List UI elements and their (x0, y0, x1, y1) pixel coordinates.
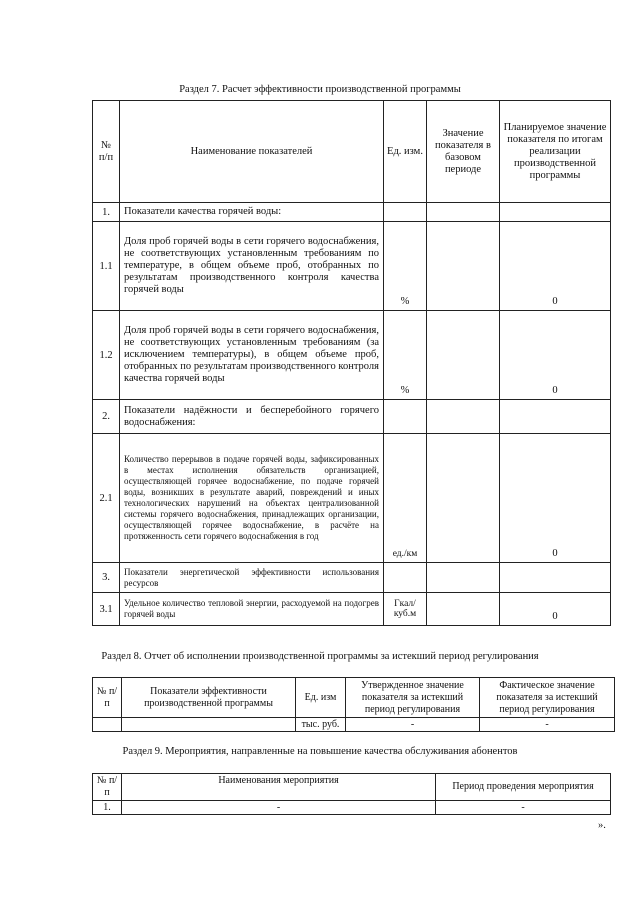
table-header-row (93, 678, 615, 718)
row-unit (384, 563, 427, 593)
row-name: Доля проб горячей воды в сети горячего водоснабжения, не соответствующих установленным требованиям по температуре, в общем объеме проб, отобранных по результатам производственного контроля качества горячей воды (120, 222, 384, 311)
header-period: Период проведения мероприятия (436, 774, 611, 801)
table-row (93, 222, 611, 311)
header-planned: Планируемое значение показателя по итогам реализации производственной программы (500, 101, 611, 203)
row-period: - (436, 801, 611, 815)
header-actual: Фактическое значение показателя за истекший период регулирования (480, 678, 615, 718)
row-name: Удельное количество тепловой энергии, расходуемой на подогрев горячей воды (120, 593, 384, 626)
row-name: Показатели надёжности и бесперебойного горячего водоснабжения: (120, 400, 384, 434)
report-table (92, 677, 615, 732)
table-row (93, 593, 611, 626)
row-planned (500, 563, 611, 593)
row-base (427, 400, 500, 434)
row-base (427, 593, 500, 626)
row-unit: ед./км (384, 434, 427, 563)
measures-table (92, 773, 611, 815)
section8-title: Раздел 8. Отчет об исполнении производственной программы за истекший период регулирования (101, 651, 539, 662)
efficiency-table (92, 100, 611, 626)
header-num: № п/п (93, 678, 122, 718)
row-unit (384, 400, 427, 434)
header-indicators: Показатели эффективности производственной программы (122, 678, 296, 718)
row-name: Показатели энергетической эффективности использования ресурсов (120, 563, 384, 593)
row-unit: тыс. руб. (296, 718, 346, 732)
table-header-row (93, 774, 611, 801)
row-unit: % (384, 222, 427, 311)
table-row (93, 203, 611, 222)
row-base (427, 434, 500, 563)
row-base (427, 311, 500, 400)
header-name: Наименования мероприятия (122, 774, 436, 801)
row-approved: - (346, 718, 480, 732)
row-indicators (122, 718, 296, 732)
row-num: 1.2 (93, 311, 120, 400)
row-base (427, 203, 500, 222)
row-num: 1.1 (93, 222, 120, 311)
row-num: 2. (93, 400, 120, 434)
section7-title: Раздел 7. Расчет эффективности производственной программы (179, 84, 461, 95)
table-row (93, 400, 611, 434)
row-planned: 0 (500, 434, 611, 563)
row-name: - (122, 801, 436, 815)
row-actual: - (480, 718, 615, 732)
table-header-row (93, 101, 611, 203)
table-row (93, 434, 611, 563)
row-num: 2.1 (93, 434, 120, 563)
row-planned (500, 203, 611, 222)
row-planned: 0 (500, 311, 611, 400)
row-num: 3.1 (93, 593, 120, 626)
header-unit: Ед. изм. (384, 101, 427, 203)
header-name: Наименование показателей (120, 101, 384, 203)
header-approved: Утвержденное значение показателя за истекший период регулирования (346, 678, 480, 718)
row-planned (500, 400, 611, 434)
row-name: Показатели качества горячей воды: (120, 203, 384, 222)
row-num (93, 718, 122, 732)
row-base (427, 563, 500, 593)
row-unit: % (384, 311, 427, 400)
row-planned: 0 (500, 593, 611, 626)
row-num: 3. (93, 563, 120, 593)
row-name: Доля проб горячей воды в сети горячего водоснабжения, не соответствующих установленным требованиям (за исключением температуры), в общем объеме проб, отобранных по результатам производственного контроля качества горячей воды (120, 311, 384, 400)
row-name: Количество перерывов в подаче горячей воды, зафиксированных в местах исполнения обязательств организацией, осуществляющей горячее водоснабжение, по подаче горячей воды, возникших в результате аварий, повреждений и иных технологических нарушений на объектах централизованной системы горячего водоснабжения, принадлежащих организации, осуществляющей горячее водоснабжение, в расчёте на протяженность сети горячего водоснабжения в год (120, 434, 384, 563)
row-num: 1. (93, 801, 122, 815)
header-unit: Ед. изм (296, 678, 346, 718)
row-unit (384, 203, 427, 222)
row-planned: 0 (500, 222, 611, 311)
row-num: 1. (93, 203, 120, 222)
closing-quote: ». (598, 820, 606, 831)
header-base: Значение показателя в базовом периоде (427, 101, 500, 203)
header-num: № п/п (93, 101, 120, 203)
row-base (427, 222, 500, 311)
table-row (93, 311, 611, 400)
header-num: № п/п (93, 774, 122, 801)
row-unit: Гкал/ куб.м (384, 593, 427, 626)
table-row (93, 718, 615, 732)
table-row (93, 801, 611, 815)
table-row (93, 563, 611, 593)
section9-title: Раздел 9. Мероприятия, направленные на повышение качества обслуживания абонентов (122, 746, 518, 757)
